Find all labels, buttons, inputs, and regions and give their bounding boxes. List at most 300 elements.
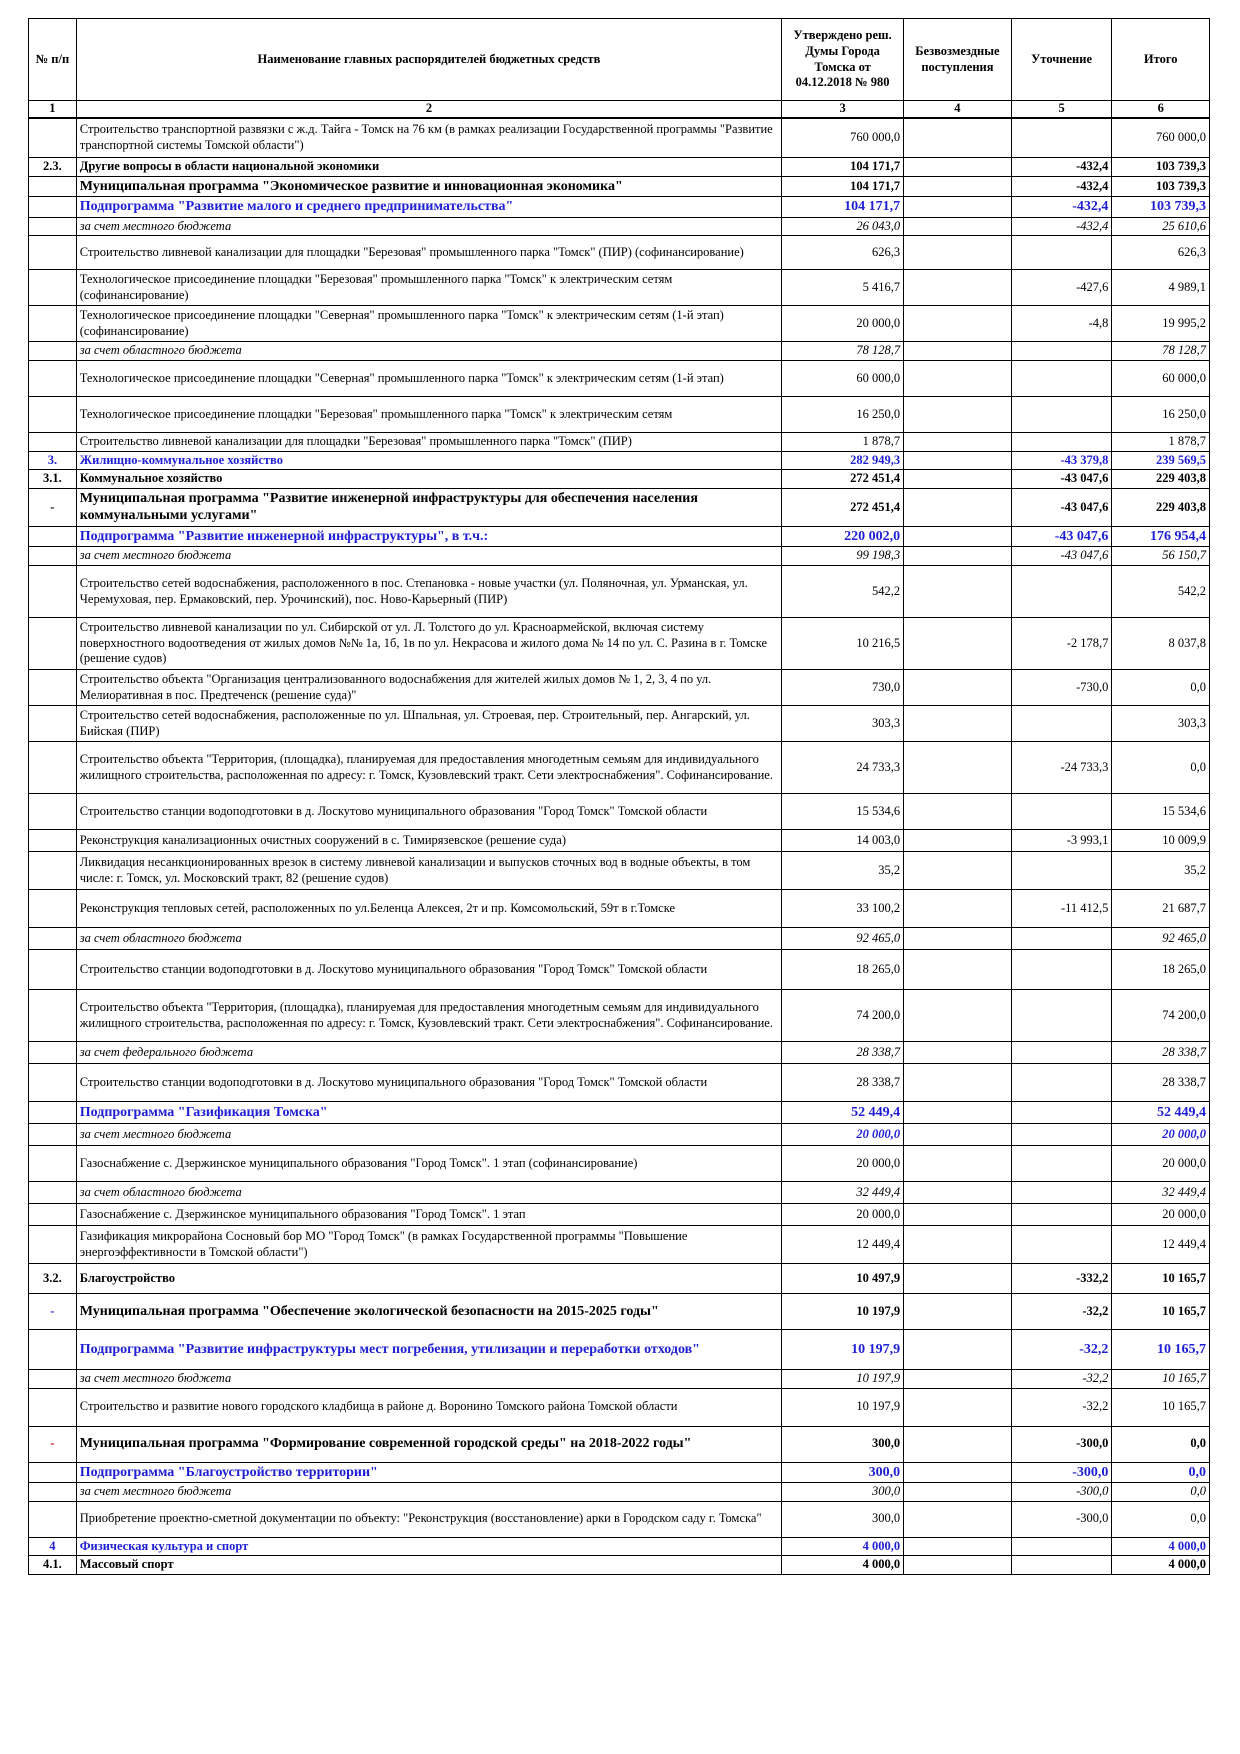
row-adjustment: -432,4 bbox=[1011, 158, 1112, 177]
table-row bbox=[29, 1124, 1210, 1146]
table-row bbox=[29, 1146, 1210, 1182]
row-approved: 1 878,7 bbox=[782, 433, 904, 452]
row-total: 103 739,3 bbox=[1112, 197, 1210, 218]
row-grants bbox=[904, 566, 1012, 618]
row-number bbox=[29, 270, 77, 306]
row-number bbox=[29, 397, 77, 433]
row-total: 8 037,8 bbox=[1112, 618, 1210, 670]
table-row bbox=[29, 197, 1210, 218]
row-approved: 4 000,0 bbox=[782, 1537, 904, 1556]
row-name: Строительство ливневой канализации для площадки "Березовая" промышленного парка "Томск" (ПИР) (софинансирование) bbox=[76, 236, 781, 270]
row-approved: 4 000,0 bbox=[782, 1556, 904, 1575]
row-number bbox=[29, 852, 77, 890]
row-approved: 730,0 bbox=[782, 670, 904, 706]
row-adjustment bbox=[1011, 794, 1112, 830]
row-total: 10 165,7 bbox=[1112, 1330, 1210, 1370]
header-total: Итого bbox=[1112, 19, 1210, 101]
row-name: Другие вопросы в области национальной экономики bbox=[76, 158, 781, 177]
row-name: Технологическое присоединение площадки "Березовая" промышленного парка "Томск" к электрическим сетям (софинансирование) bbox=[76, 270, 781, 306]
row-total: 28 338,7 bbox=[1112, 1064, 1210, 1102]
row-number bbox=[29, 1388, 77, 1426]
table-row bbox=[29, 526, 1210, 547]
row-name: Газоснабжение с. Дзержинское муниципального образования "Город Томск". 1 этап bbox=[76, 1204, 781, 1226]
row-adjustment: -43 047,6 bbox=[1011, 488, 1112, 526]
table-row bbox=[29, 706, 1210, 742]
row-adjustment: -24 733,3 bbox=[1011, 742, 1112, 794]
row-grants bbox=[904, 1204, 1012, 1226]
row-name: за счет местного бюджета bbox=[76, 1483, 781, 1502]
row-grants bbox=[904, 1226, 1012, 1264]
table-row bbox=[29, 618, 1210, 670]
row-name: за счет местного бюджета bbox=[76, 1124, 781, 1146]
row-adjustment: -32,2 bbox=[1011, 1370, 1112, 1389]
row-adjustment bbox=[1011, 361, 1112, 397]
row-name: Муниципальная программа "Обеспечение экологической безопасности на 2015-2025 годы" bbox=[76, 1294, 781, 1330]
row-total: 4 000,0 bbox=[1112, 1537, 1210, 1556]
row-grants bbox=[904, 270, 1012, 306]
row-adjustment bbox=[1011, 706, 1112, 742]
row-grants bbox=[904, 1483, 1012, 1502]
header-index-3: 3 bbox=[782, 101, 904, 118]
row-approved: 300,0 bbox=[782, 1501, 904, 1537]
row-grants bbox=[904, 1264, 1012, 1294]
row-total: 542,2 bbox=[1112, 566, 1210, 618]
row-approved: 760 000,0 bbox=[782, 118, 904, 158]
row-total: 78 128,7 bbox=[1112, 342, 1210, 361]
row-total: 19 995,2 bbox=[1112, 306, 1210, 342]
table-body bbox=[29, 118, 1210, 1575]
row-name: Строительство станции водоподготовки в д. Лоскутово муниципального образования "Город Томск" Томской области bbox=[76, 950, 781, 990]
row-grants bbox=[904, 742, 1012, 794]
table-row bbox=[29, 1294, 1210, 1330]
table-row bbox=[29, 1264, 1210, 1294]
row-grants bbox=[904, 1370, 1012, 1389]
table-row bbox=[29, 176, 1210, 197]
row-approved: 626,3 bbox=[782, 236, 904, 270]
row-total: 0,0 bbox=[1112, 1483, 1210, 1502]
row-number bbox=[29, 526, 77, 547]
row-grants bbox=[904, 488, 1012, 526]
row-total: 239 569,5 bbox=[1112, 451, 1210, 470]
row-approved: 28 338,7 bbox=[782, 1064, 904, 1102]
row-total: 176 954,4 bbox=[1112, 526, 1210, 547]
table-row bbox=[29, 361, 1210, 397]
row-approved: 10 197,9 bbox=[782, 1330, 904, 1370]
row-adjustment: -300,0 bbox=[1011, 1426, 1112, 1462]
row-number bbox=[29, 547, 77, 566]
row-adjustment: -32,2 bbox=[1011, 1388, 1112, 1426]
row-adjustment bbox=[1011, 1182, 1112, 1204]
table-row bbox=[29, 1102, 1210, 1124]
table-row bbox=[29, 1388, 1210, 1426]
row-approved: 10 497,9 bbox=[782, 1264, 904, 1294]
header-adjustment: Уточнение bbox=[1011, 19, 1112, 101]
row-adjustment bbox=[1011, 1124, 1112, 1146]
row-approved: 300,0 bbox=[782, 1426, 904, 1462]
row-total: 60 000,0 bbox=[1112, 361, 1210, 397]
row-grants bbox=[904, 670, 1012, 706]
row-adjustment: -32,2 bbox=[1011, 1294, 1112, 1330]
row-adjustment: -332,2 bbox=[1011, 1264, 1112, 1294]
row-total: 10 165,7 bbox=[1112, 1370, 1210, 1389]
table-row bbox=[29, 433, 1210, 452]
row-adjustment: -432,4 bbox=[1011, 197, 1112, 218]
row-grants bbox=[904, 118, 1012, 158]
row-number bbox=[29, 566, 77, 618]
row-number bbox=[29, 618, 77, 670]
row-name: Строительство ливневой канализации для площадки "Березовая" промышленного парка "Томск" (ПИР) bbox=[76, 433, 781, 452]
table-row bbox=[29, 451, 1210, 470]
row-number bbox=[29, 236, 77, 270]
row-number bbox=[29, 306, 77, 342]
table-row bbox=[29, 342, 1210, 361]
table-row bbox=[29, 1330, 1210, 1370]
row-number bbox=[29, 1182, 77, 1204]
row-total: 18 265,0 bbox=[1112, 950, 1210, 990]
header-name: Наименование главных распорядителей бюджетных средств bbox=[76, 19, 781, 101]
row-grants bbox=[904, 990, 1012, 1042]
row-total: 1 878,7 bbox=[1112, 433, 1210, 452]
table-row bbox=[29, 547, 1210, 566]
row-number bbox=[29, 1124, 77, 1146]
row-name: Подпрограмма "Развитие инженерной инфраструктуры", в т.ч.: bbox=[76, 526, 781, 547]
row-name: Строительство объекта "Организация централизованного водоснабжения для жителей жилых домов № 1, 2, 3, 4 по ул. Мелиоративная в пос. Предтеченск (решение суда)" bbox=[76, 670, 781, 706]
row-name: Муниципальная программа "Развитие инженерной инфраструктуры для обеспечения населения коммунальными услугами" bbox=[76, 488, 781, 526]
row-name: Коммунальное хозяйство bbox=[76, 470, 781, 489]
row-approved: 5 416,7 bbox=[782, 270, 904, 306]
row-number: - bbox=[29, 488, 77, 526]
table-row bbox=[29, 1042, 1210, 1064]
row-name: Строительство сетей водоснабжения, расположенные по ул. Шпальная, ул. Строевая, пер. Строительный, пер. Ангарский, ул. Бийская (ПИР) bbox=[76, 706, 781, 742]
row-grants bbox=[904, 433, 1012, 452]
table-row bbox=[29, 950, 1210, 990]
table-row bbox=[29, 470, 1210, 489]
table-row bbox=[29, 397, 1210, 433]
row-adjustment bbox=[1011, 1537, 1112, 1556]
row-adjustment bbox=[1011, 852, 1112, 890]
row-approved: 60 000,0 bbox=[782, 361, 904, 397]
row-number bbox=[29, 830, 77, 852]
row-grants bbox=[904, 794, 1012, 830]
row-total: 760 000,0 bbox=[1112, 118, 1210, 158]
row-grants bbox=[904, 1388, 1012, 1426]
row-approved: 18 265,0 bbox=[782, 950, 904, 990]
row-number: 2.3. bbox=[29, 158, 77, 177]
table-row bbox=[29, 217, 1210, 236]
header-index-1: 1 bbox=[29, 101, 77, 118]
row-approved: 14 003,0 bbox=[782, 830, 904, 852]
row-name: Подпрограмма "Газификация Томска" bbox=[76, 1102, 781, 1124]
row-name: Газоснабжение с. Дзержинское муниципального образования "Город Томск". 1 этап (софинансирование) bbox=[76, 1146, 781, 1182]
row-approved: 542,2 bbox=[782, 566, 904, 618]
row-total: 74 200,0 bbox=[1112, 990, 1210, 1042]
row-adjustment bbox=[1011, 928, 1112, 950]
row-adjustment bbox=[1011, 1556, 1112, 1575]
row-grants bbox=[904, 176, 1012, 197]
row-number bbox=[29, 118, 77, 158]
row-approved: 10 197,9 bbox=[782, 1388, 904, 1426]
row-name: Газификация микрорайона Сосновый бор МО "Город Томск" (в рамках Государственной программы "Повышение энергоэффективности в Томской области") bbox=[76, 1226, 781, 1264]
row-number bbox=[29, 197, 77, 218]
row-grants bbox=[904, 890, 1012, 928]
row-grants bbox=[904, 547, 1012, 566]
row-number bbox=[29, 1042, 77, 1064]
row-adjustment: -2 178,7 bbox=[1011, 618, 1112, 670]
row-adjustment bbox=[1011, 990, 1112, 1042]
row-number bbox=[29, 1501, 77, 1537]
row-total: 20 000,0 bbox=[1112, 1204, 1210, 1226]
table-row bbox=[29, 306, 1210, 342]
row-grants bbox=[904, 1182, 1012, 1204]
row-name: Муниципальная программа "Формирование современной городской среды" на 2018-2022 годы" bbox=[76, 1426, 781, 1462]
row-name: Благоустройство bbox=[76, 1264, 781, 1294]
row-number bbox=[29, 342, 77, 361]
row-adjustment: -43 047,6 bbox=[1011, 526, 1112, 547]
row-name: Строительство станции водоподготовки в д. Лоскутово муниципального образования "Город Томск" Томской области bbox=[76, 1064, 781, 1102]
row-number: 3.2. bbox=[29, 1264, 77, 1294]
row-approved: 74 200,0 bbox=[782, 990, 904, 1042]
row-name: Строительство транспортной развязки с ж.д. Тайга - Томск на 76 км (в рамках реализации Государственной программы "Развитие транспортной системы Томской области") bbox=[76, 118, 781, 158]
row-total: 626,3 bbox=[1112, 236, 1210, 270]
row-total: 303,3 bbox=[1112, 706, 1210, 742]
table-row bbox=[29, 1182, 1210, 1204]
row-grants bbox=[904, 1064, 1012, 1102]
row-approved: 33 100,2 bbox=[782, 890, 904, 928]
row-total: 0,0 bbox=[1112, 1501, 1210, 1537]
row-approved: 24 733,3 bbox=[782, 742, 904, 794]
budget-table bbox=[28, 18, 1210, 1575]
row-adjustment bbox=[1011, 397, 1112, 433]
row-approved: 78 128,7 bbox=[782, 342, 904, 361]
row-adjustment: -730,0 bbox=[1011, 670, 1112, 706]
row-grants bbox=[904, 706, 1012, 742]
row-name: Реконструкция тепловых сетей, расположенных по ул.Беленца Алексея, 2т и пр. Комсомольский, 59т в г.Томске bbox=[76, 890, 781, 928]
row-name: за счет областного бюджета bbox=[76, 342, 781, 361]
row-approved: 20 000,0 bbox=[782, 1204, 904, 1226]
row-total: 4 989,1 bbox=[1112, 270, 1210, 306]
table-row bbox=[29, 236, 1210, 270]
row-grants bbox=[904, 1462, 1012, 1483]
row-number bbox=[29, 1483, 77, 1502]
row-grants bbox=[904, 526, 1012, 547]
table-row bbox=[29, 1426, 1210, 1462]
row-name: Строительство сетей водоснабжения, расположенного в пос. Степановка - новые участки (ул. Поляночная, ул. Урманская, ул. Черемуховая, пер. Ермаковский, пер. Урочинский), пос. Ново-Карьерный (ПИР) bbox=[76, 566, 781, 618]
row-total: 229 403,8 bbox=[1112, 470, 1210, 489]
row-adjustment bbox=[1011, 1064, 1112, 1102]
table-row bbox=[29, 670, 1210, 706]
row-approved: 10 216,5 bbox=[782, 618, 904, 670]
header-index-4: 4 bbox=[904, 101, 1012, 118]
row-grants bbox=[904, 618, 1012, 670]
row-number bbox=[29, 1462, 77, 1483]
table-row bbox=[29, 1064, 1210, 1102]
row-approved: 300,0 bbox=[782, 1462, 904, 1483]
row-name: Строительство станции водоподготовки в д. Лоскутово муниципального образования "Город Томск" Томской области bbox=[76, 794, 781, 830]
row-name: за счет федерального бюджета bbox=[76, 1042, 781, 1064]
header-grants: Безвозмездные поступления bbox=[904, 19, 1012, 101]
row-name: за счет областного бюджета bbox=[76, 928, 781, 950]
row-number bbox=[29, 990, 77, 1042]
row-approved: 52 449,4 bbox=[782, 1102, 904, 1124]
row-grants bbox=[904, 928, 1012, 950]
row-approved: 220 002,0 bbox=[782, 526, 904, 547]
row-number bbox=[29, 1226, 77, 1264]
row-total: 25 610,6 bbox=[1112, 217, 1210, 236]
table-row bbox=[29, 1462, 1210, 1483]
row-approved: 16 250,0 bbox=[782, 397, 904, 433]
row-name: за счет областного бюджета bbox=[76, 1182, 781, 1204]
row-number bbox=[29, 361, 77, 397]
row-total: 35,2 bbox=[1112, 852, 1210, 890]
row-grants bbox=[904, 1556, 1012, 1575]
header-index-6: 6 bbox=[1112, 101, 1210, 118]
row-adjustment: -32,2 bbox=[1011, 1330, 1112, 1370]
row-total: 21 687,7 bbox=[1112, 890, 1210, 928]
row-name: Подпрограмма "Развитие малого и среднего предпринимательства" bbox=[76, 197, 781, 218]
row-grants bbox=[904, 1330, 1012, 1370]
row-total: 12 449,4 bbox=[1112, 1226, 1210, 1264]
row-grants bbox=[904, 1146, 1012, 1182]
row-grants bbox=[904, 852, 1012, 890]
row-name: Строительство ливневой канализации по ул. Сибирской от ул. Л. Толстого до ул. Красноармейской, включая систему поверхностного водоотведения от жилых домов №№ 1а, 1б, 1в по ул. Некрасова и жилого дома № 14 по ул. С. Разина в г. Томске (решение судов) bbox=[76, 618, 781, 670]
row-total: 0,0 bbox=[1112, 1426, 1210, 1462]
row-number: 3.1. bbox=[29, 470, 77, 489]
row-total: 16 250,0 bbox=[1112, 397, 1210, 433]
row-number: - bbox=[29, 1294, 77, 1330]
header-index-5: 5 bbox=[1011, 101, 1112, 118]
row-grants bbox=[904, 830, 1012, 852]
row-approved: 282 949,3 bbox=[782, 451, 904, 470]
row-approved: 20 000,0 bbox=[782, 1124, 904, 1146]
row-approved: 99 198,3 bbox=[782, 547, 904, 566]
header-number: № п/п bbox=[29, 19, 77, 101]
row-adjustment: -4,8 bbox=[1011, 306, 1112, 342]
row-adjustment bbox=[1011, 1042, 1112, 1064]
row-total: 0,0 bbox=[1112, 742, 1210, 794]
row-grants bbox=[904, 397, 1012, 433]
row-grants bbox=[904, 1426, 1012, 1462]
row-grants bbox=[904, 470, 1012, 489]
row-total: 10 165,7 bbox=[1112, 1294, 1210, 1330]
row-total: 92 465,0 bbox=[1112, 928, 1210, 950]
row-adjustment bbox=[1011, 342, 1112, 361]
row-total: 10 165,7 bbox=[1112, 1264, 1210, 1294]
row-adjustment bbox=[1011, 1146, 1112, 1182]
row-number: 4 bbox=[29, 1537, 77, 1556]
row-approved: 10 197,9 bbox=[782, 1370, 904, 1389]
row-approved: 32 449,4 bbox=[782, 1182, 904, 1204]
table-row bbox=[29, 1501, 1210, 1537]
row-total: 20 000,0 bbox=[1112, 1146, 1210, 1182]
row-total: 20 000,0 bbox=[1112, 1124, 1210, 1146]
table-row bbox=[29, 1226, 1210, 1264]
row-name: Технологическое присоединение площадки "Северная" промышленного парка "Томск" к электрическим сетям (1-й этап) bbox=[76, 361, 781, 397]
row-adjustment: -427,6 bbox=[1011, 270, 1112, 306]
row-number bbox=[29, 670, 77, 706]
row-name: Строительство объекта "Территория, (площадка), планируемая для предоставления многодетным семьям для индивидуального жилищного строительства, расположенная по адресу: г. Томск, Кузовлевский тракт. Сети электроснабжения". Софинансирование. bbox=[76, 742, 781, 794]
row-approved: 104 171,7 bbox=[782, 176, 904, 197]
row-grants bbox=[904, 236, 1012, 270]
row-grants bbox=[904, 197, 1012, 218]
table-row bbox=[29, 1204, 1210, 1226]
row-adjustment bbox=[1011, 118, 1112, 158]
row-number bbox=[29, 1064, 77, 1102]
row-total: 32 449,4 bbox=[1112, 1182, 1210, 1204]
row-grants bbox=[904, 306, 1012, 342]
row-adjustment: -300,0 bbox=[1011, 1462, 1112, 1483]
row-approved: 104 171,7 bbox=[782, 158, 904, 177]
row-number bbox=[29, 433, 77, 452]
row-name: Подпрограмма "Благоустройство территории" bbox=[76, 1462, 781, 1483]
row-number bbox=[29, 1330, 77, 1370]
row-number: - bbox=[29, 1426, 77, 1462]
row-approved: 20 000,0 bbox=[782, 306, 904, 342]
row-name: за счет местного бюджета bbox=[76, 1370, 781, 1389]
row-grants bbox=[904, 1042, 1012, 1064]
row-total: 56 150,7 bbox=[1112, 547, 1210, 566]
row-total: 229 403,8 bbox=[1112, 488, 1210, 526]
row-number bbox=[29, 176, 77, 197]
row-grants bbox=[904, 1102, 1012, 1124]
table-row bbox=[29, 890, 1210, 928]
row-grants bbox=[904, 950, 1012, 990]
row-grants bbox=[904, 1537, 1012, 1556]
row-approved: 28 338,7 bbox=[782, 1042, 904, 1064]
row-adjustment: -43 047,6 bbox=[1011, 547, 1112, 566]
row-approved: 272 451,4 bbox=[782, 488, 904, 526]
row-name: Строительство объекта "Территория, (площадка), планируемая для предоставления многодетным семьям для индивидуального жилищного строительства, расположенная по адресу: г. Томск, Кузовлевский тракт. Сети электроснабжения". Софинансирование. bbox=[76, 990, 781, 1042]
table-row bbox=[29, 270, 1210, 306]
row-adjustment: -432,4 bbox=[1011, 217, 1112, 236]
row-number bbox=[29, 217, 77, 236]
row-adjustment bbox=[1011, 236, 1112, 270]
row-approved: 35,2 bbox=[782, 852, 904, 890]
row-number bbox=[29, 1102, 77, 1124]
row-grants bbox=[904, 158, 1012, 177]
row-adjustment bbox=[1011, 566, 1112, 618]
row-name: Технологическое присоединение площадки "Березовая" промышленного парка "Томск" к электрическим сетям bbox=[76, 397, 781, 433]
row-total: 52 449,4 bbox=[1112, 1102, 1210, 1124]
row-total: 0,0 bbox=[1112, 1462, 1210, 1483]
table-row bbox=[29, 1370, 1210, 1389]
row-grants bbox=[904, 342, 1012, 361]
row-grants bbox=[904, 451, 1012, 470]
row-approved: 300,0 bbox=[782, 1483, 904, 1502]
row-adjustment: -3 993,1 bbox=[1011, 830, 1112, 852]
row-total: 10 165,7 bbox=[1112, 1388, 1210, 1426]
table-row bbox=[29, 990, 1210, 1042]
row-adjustment bbox=[1011, 1226, 1112, 1264]
row-total: 103 739,3 bbox=[1112, 158, 1210, 177]
row-adjustment: -300,0 bbox=[1011, 1483, 1112, 1502]
row-grants bbox=[904, 361, 1012, 397]
row-adjustment: -432,4 bbox=[1011, 176, 1112, 197]
row-grants bbox=[904, 1124, 1012, 1146]
row-name: за счет местного бюджета bbox=[76, 547, 781, 566]
row-grants bbox=[904, 217, 1012, 236]
table-row bbox=[29, 742, 1210, 794]
row-number bbox=[29, 1146, 77, 1182]
row-name: за счет местного бюджета bbox=[76, 217, 781, 236]
row-adjustment: -43 047,6 bbox=[1011, 470, 1112, 489]
row-approved: 26 043,0 bbox=[782, 217, 904, 236]
row-adjustment: -300,0 bbox=[1011, 1501, 1112, 1537]
row-total: 103 739,3 bbox=[1112, 176, 1210, 197]
row-name: Подпрограмма "Развитие инфраструктуры мест погребения, утилизации и переработки отходов" bbox=[76, 1330, 781, 1370]
row-name: Технологическое присоединение площадки "Северная" промышленного парка "Томск" к электрическим сетям (1-й этап) (софинансирование) bbox=[76, 306, 781, 342]
table-row bbox=[29, 1556, 1210, 1575]
row-total: 15 534,6 bbox=[1112, 794, 1210, 830]
